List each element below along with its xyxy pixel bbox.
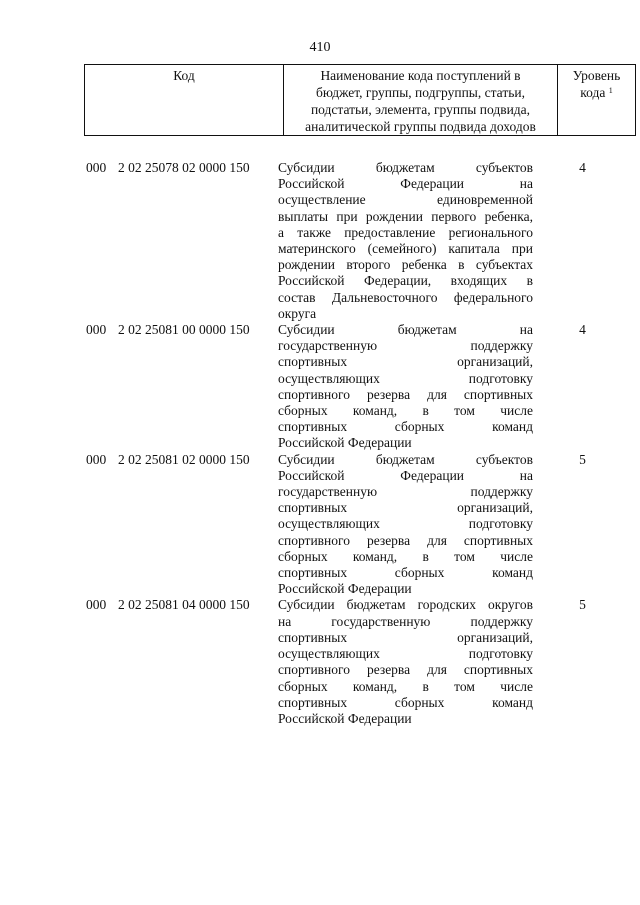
revenue-name-line: выплаты при рождении первого ребенка, (278, 208, 533, 224)
header-level-line: Уровень (572, 68, 621, 83)
admin-code: 000 (86, 322, 107, 338)
revenue-code: 2 02 25081 00 0000 150 (118, 322, 250, 338)
revenue-name-line: осуществляющих подготовку (278, 646, 533, 662)
header-name-line: аналитической группы подвида доходов (305, 119, 536, 134)
revenue-code: 2 02 25081 02 0000 150 (118, 451, 250, 467)
code-level: 4 (579, 322, 586, 338)
revenue-name-line: Субсидии бюджетам субъектов (278, 160, 533, 175)
revenue-name-line: на государственную поддержку (278, 613, 533, 629)
revenue-name-line: а также предоставление регионального (278, 224, 533, 240)
revenue-name-line: Субсидии бюджетам городских округов (278, 597, 533, 613)
revenue-name-line: состав Дальневосточного федерального (278, 289, 533, 305)
revenue-name (278, 160, 533, 322)
code-table-body (84, 160, 608, 727)
revenue-name-line: спортивного резерва для спортивных (278, 386, 533, 402)
header-name-line: бюджет, группы, подгруппы, статьи, (316, 85, 525, 100)
revenue-name-line: осуществляющих подготовку (278, 370, 533, 386)
header-name-line: подстатьи, элемента, группы подвида, (310, 102, 531, 117)
revenue-name-line: спортивных сборных команд (278, 419, 533, 435)
revenue-name-line: округа (278, 305, 317, 321)
revenue-name-line: Российской Федерации (278, 435, 412, 451)
page-number: 410 (309, 40, 331, 55)
header-level-line2 (562, 84, 631, 101)
revenue-name-line: спортивных сборных команд (278, 565, 533, 581)
revenue-name-line: Российской Федерации на (278, 467, 533, 483)
table-header (84, 64, 636, 136)
revenue-name-line: спортивного резерва для спортивных (278, 662, 533, 678)
revenue-name (278, 597, 533, 727)
revenue-name-line: спортивных организаций, (278, 629, 533, 645)
revenue-name-line: материнского (семейного) капитала при (278, 241, 533, 257)
revenue-name-line: Субсидии бюджетам на (278, 322, 533, 338)
revenue-name-line: спортивных сборных команд (278, 694, 533, 710)
revenue-name-line: сборных команд, в том числе (278, 403, 533, 419)
revenue-name-line: государственную поддержку (278, 338, 533, 354)
code-level: 5 (579, 451, 586, 467)
revenue-name-line: спортивного резерва для спортивных (278, 532, 533, 548)
revenue-name-line: спортивных организаций, (278, 354, 533, 370)
revenue-name-line: Российской Федерации на (278, 176, 533, 192)
revenue-name (278, 452, 533, 598)
header-level (558, 65, 636, 136)
revenue-name-line: Российской Федерации (278, 581, 412, 597)
revenue-name-line: осуществляющих подготовку (278, 516, 533, 532)
table-row (84, 597, 608, 727)
code-level: 5 (579, 597, 586, 613)
header-name (284, 65, 558, 136)
revenue-name-line: сборных команд, в том числе (278, 548, 533, 564)
revenue-name-line: государственную поддержку (278, 484, 533, 500)
table-row (84, 322, 608, 452)
admin-code: 000 (86, 160, 107, 175)
revenue-name-line: спортивных организаций, (278, 500, 533, 516)
revenue-name-line: Российской Федерации, входящих в (278, 273, 533, 289)
header-level-word: кода (580, 85, 606, 100)
revenue-name (278, 322, 533, 452)
header-name-line: Наименование кода поступлений в (320, 68, 521, 83)
header-code: Код (85, 65, 284, 136)
code-level: 4 (579, 160, 586, 175)
table-row (84, 452, 608, 598)
revenue-name-line: Российской Федерации (278, 710, 412, 726)
revenue-name-line: сборных команд, в том числе (278, 678, 533, 694)
revenue-name-line: Субсидии бюджетам субъектов (278, 451, 533, 467)
revenue-name-line: осуществление единовременной (278, 192, 533, 208)
table-row (84, 160, 608, 322)
revenue-code: 2 02 25078 02 0000 150 (118, 160, 250, 175)
footnote-mark: 1 (608, 86, 613, 95)
admin-code: 000 (86, 451, 107, 467)
header-row (85, 65, 636, 136)
admin-code: 000 (86, 597, 107, 613)
revenue-name-line: рождении второго ребенка в субъектах (278, 257, 533, 273)
revenue-code: 2 02 25081 04 0000 150 (118, 597, 250, 613)
